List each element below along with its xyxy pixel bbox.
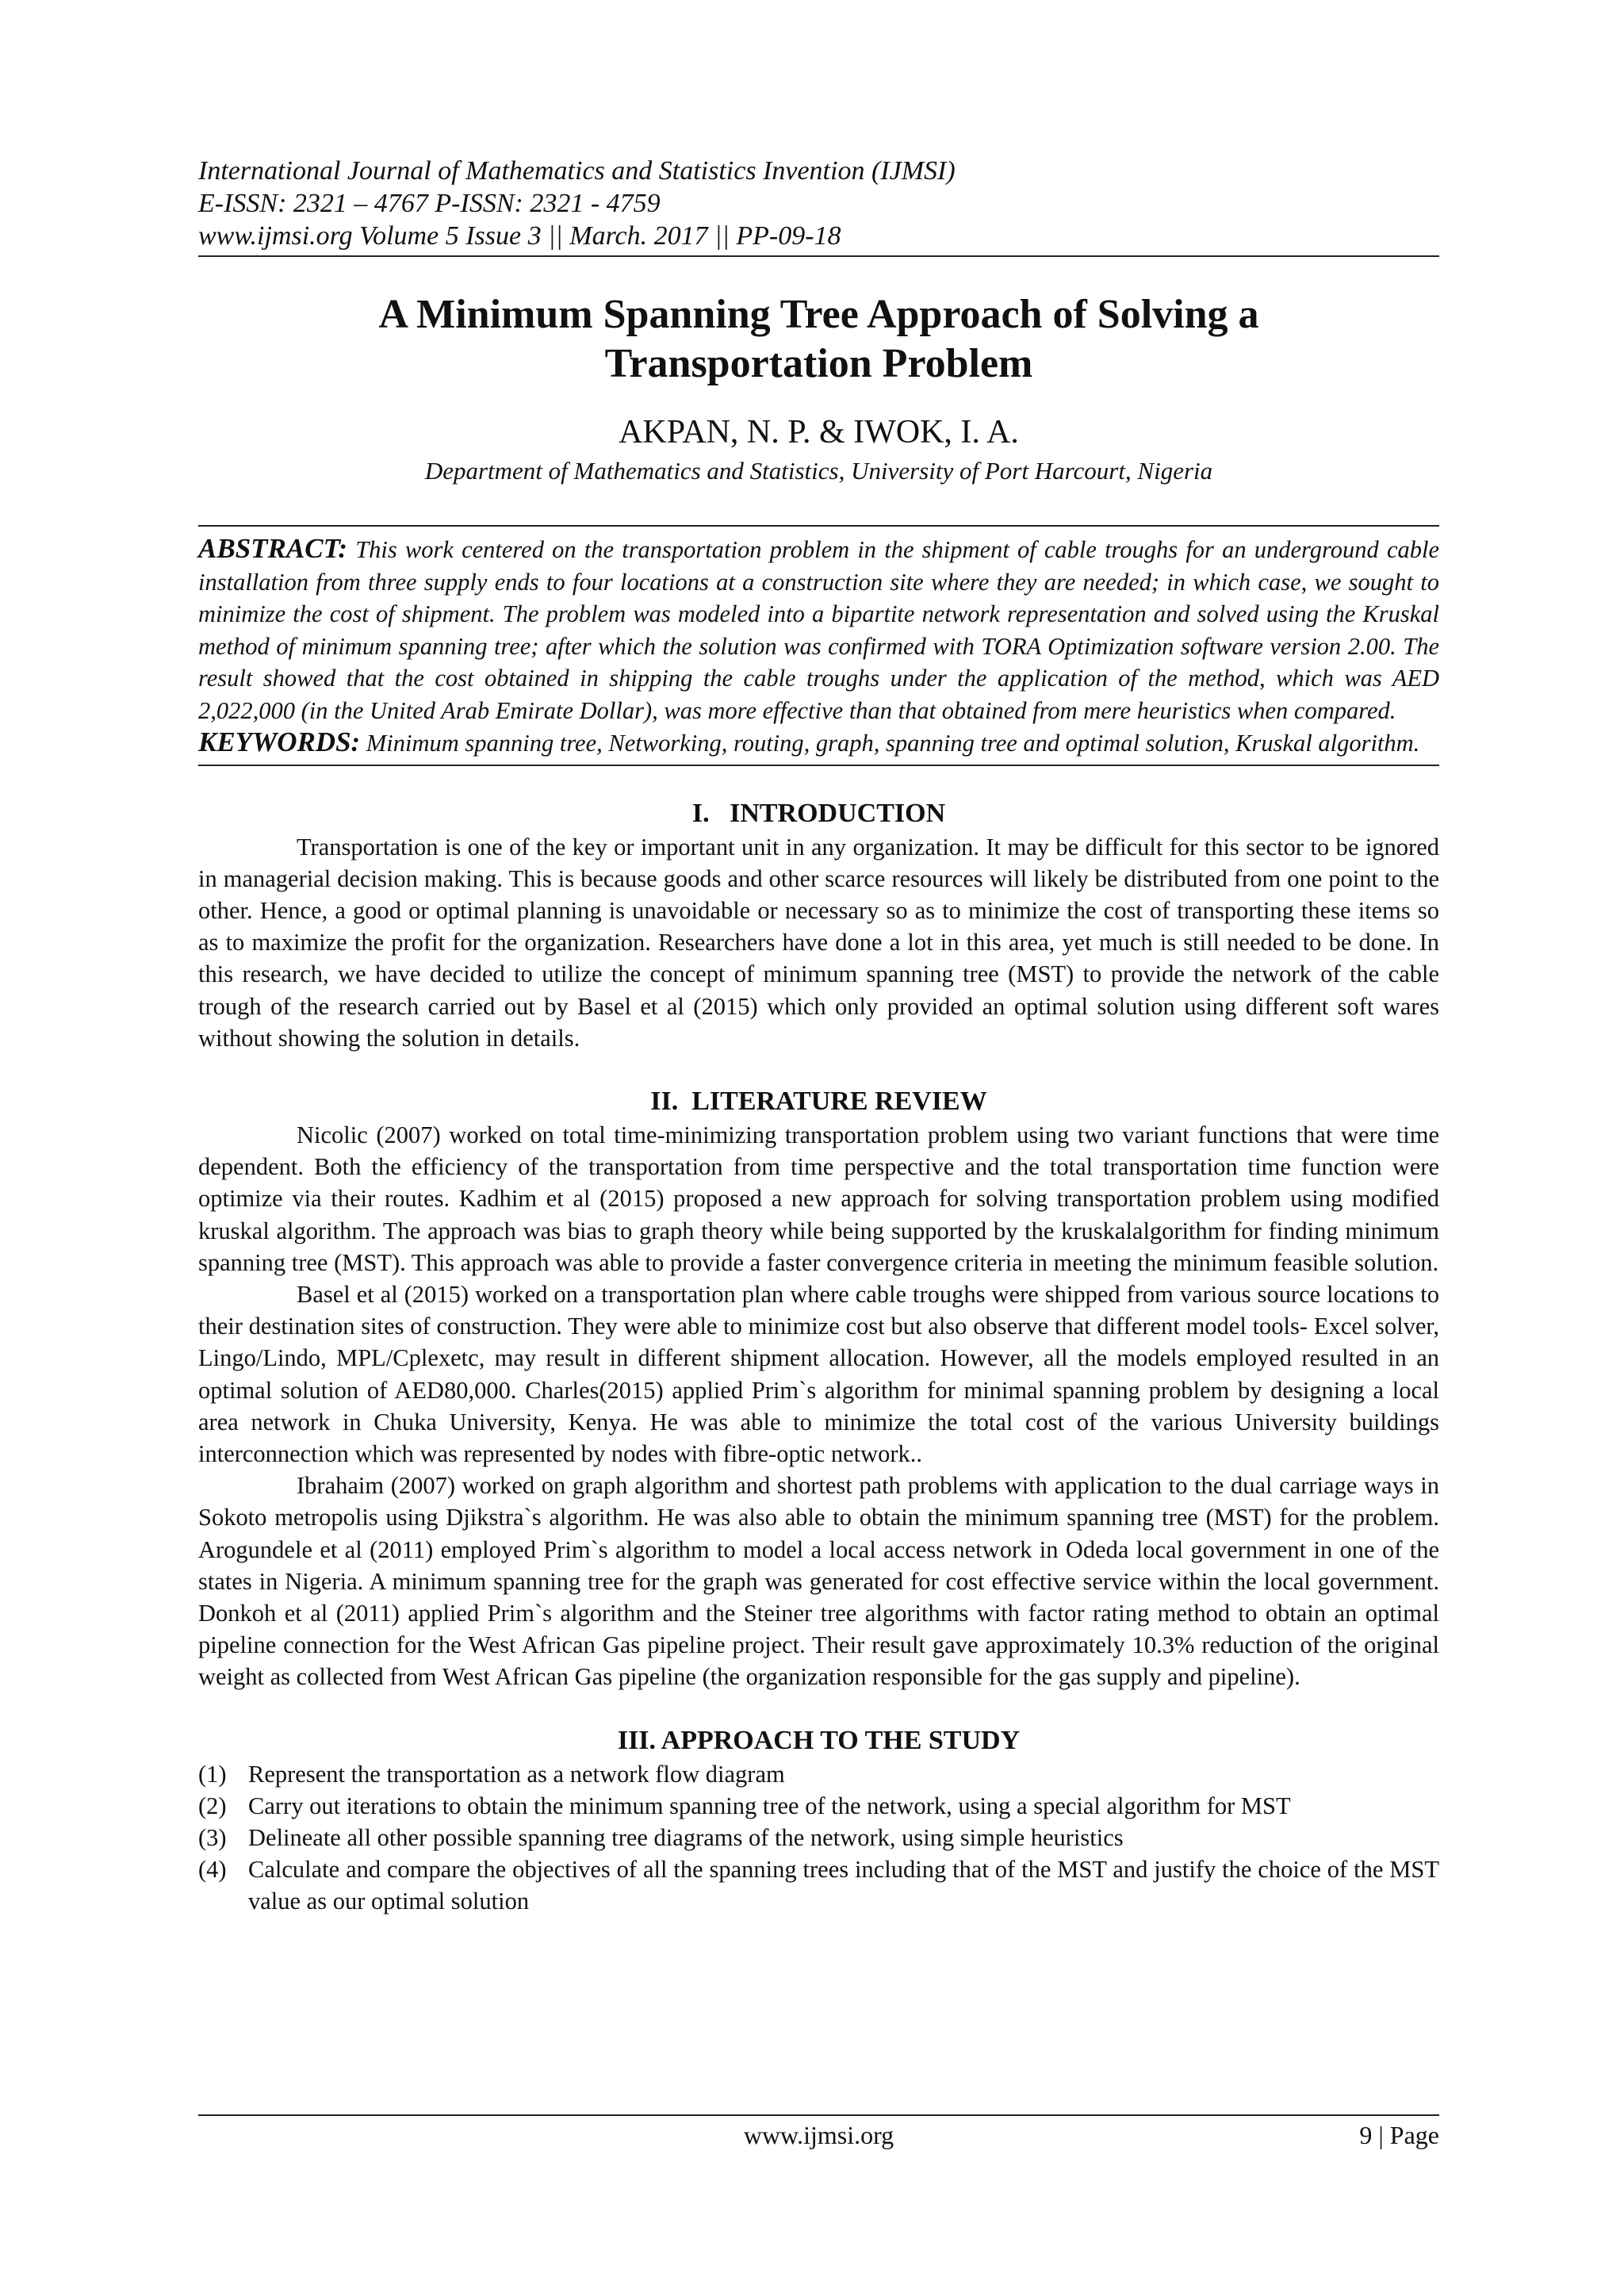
footer-site: www.ijmsi.org — [743, 2121, 894, 2149]
page-number: 9 | Page — [1359, 2121, 1439, 2149]
header-rule — [198, 255, 1439, 257]
title-line-2: Transportation Problem — [604, 341, 1033, 386]
abstract — [198, 533, 1439, 726]
title-line-1: A Minimum Spanning Tree Approach of Solving a — [378, 292, 1259, 337]
section-heading-approach: III. APPROACH TO THE STUDY — [617, 1725, 1021, 1755]
list-text: Represent the transportation as a network flow diagram — [248, 1760, 785, 1788]
list-number: (3) — [198, 1823, 227, 1851]
section-heading-literature-review: II. LITERATURE REVIEW — [650, 1086, 987, 1116]
paragraph: Ibrahaim (2007) worked on graph algorithm and shortest path problems with application to the dual carriage ways in Sokoto metropolis using Djikstra`s algorithm. He was also able to obtain the minimum spanning tree (MST) for the problem. Arogundele et al (2011) employed Prim`s algorithm to model a local access network in Odeda local government in one of the states in Nigeria. A minimum spanning tree for the graph was generated for cost effective service within the local government. Donkoh et al (2011) applied Prim`s algorithm and the Steiner tree algorithms with factor rating method to obtain an optimal pipeline connection for the West African Gas pipeline project. Their result gave approximately 10.3% reduction of the original weight as collected from West African Gas pipeline (the organization responsible for the gas supply and pipeline). — [198, 1472, 1439, 1691]
journal-header — [198, 155, 1439, 252]
abstract-label: ABSTRACT: — [198, 533, 348, 564]
journal-issn: E-ISSN: 2321 – 4767 P-ISSN: 2321 - 4759 — [198, 189, 661, 218]
abstract-text: This work centered on the transportation problem in the shipment of cable troughs for an underground cable installation from three supply ends to four locations at a construction site where they are needed; in which case, we sought to minimize the cost of shipment. The problem was modeled into a bipartite network representation and solved using the Kruskal method of minimum spanning tree; after which the solution was confirmed with TORA Optimization software version 2.00. The result showed that the cost obtained in shipping the cable troughs under the application of the method, which was AED 2,022,000 (in the United Arab Emirate Dollar), was more effective than that obtained from mere heuristics when compared. — [198, 536, 1439, 724]
approach-list — [198, 1758, 1439, 1917]
paper-title — [198, 290, 1439, 389]
list-number: (2) — [198, 1792, 227, 1819]
paragraph: Transportation is one of the key or important unit in any organization. It may be difficult for this sector to be ignored in managerial decision making. This is because goods and other scarce resources will likely be distributed from one point to the other. Hence, a good or optimal planning is unavoidable or necessary so as to minimize the cost of transporting these items so as to maximize the profit for the organization. Researchers have done a lot in this area, yet much is still needed to be done. In this research, we have decided to utilize the concept of minimum spanning tree (MST) to provide the network of the cable trough of the research carried out by Basel et al (2015) which only provided an optimal solution using different soft wares without showing the solution in details. — [198, 833, 1439, 1052]
list-item — [198, 1790, 1439, 1822]
section-heading-introduction: I. INTRODUCTION — [691, 798, 946, 828]
list-text: Carry out iterations to obtain the minimum spanning tree of the network, using a special algorithm for MST — [248, 1792, 1291, 1819]
keywords-label: KEYWORDS: — [198, 726, 361, 757]
paper-body — [198, 798, 1439, 1917]
journal-volume: www.ijmsi.org Volume 5 Issue 3 || March. 2017 || PP-09-18 — [198, 221, 841, 251]
list-item — [198, 1822, 1439, 1853]
journal-name: International Journal of Mathematics and Statistics Invention (IJMSI) — [198, 156, 956, 186]
keywords-text: Minimum spanning tree, Networking, routing, graph, spanning tree and optimal solution, Kruskal algorithm. — [366, 730, 1420, 757]
list-item — [198, 1853, 1439, 1917]
list-text: Calculate and compare the objectives of all the spanning trees including that of the MST and justify the choice of the MST value as our optimal solution — [248, 1855, 1439, 1915]
keywords — [198, 726, 1439, 760]
paragraph: Basel et al (2015) worked on a transportation plan where cable troughs were shipped from various source locations to their destination sites of construction. They were able to minimize cost but also observe that different model tools- Excel solver, Lingo/Lindo, MPL/Cplexetc, may result in different shipment allocation. However, all the models employed resulted in an optimal solution of AED80,000. Charles(2015) applied Prim`s algorithm for minimal spanning problem by designing a local area network in Chuka University, Kenya. He was able to minimize the total cost of the various University buildings interconnection which was represented by nodes with fibre-optic network.. — [198, 1280, 1439, 1467]
authors: AKPAN, N. P. & IWOK, I. A. — [619, 414, 1019, 450]
page-footer — [198, 2114, 1439, 2149]
list-number: (4) — [198, 1855, 227, 1883]
abstract-block — [198, 525, 1439, 766]
paragraph: Nicolic (2007) worked on total time-minimizing transportation problem using two variant functions that were time dependent. Both the efficiency of the transportation from time perspective and the total transportation time function were optimize via their routes. Kadhim et al (2015) proposed a new approach for solving transportation problem using modified kruskal algorithm. The approach was bias to graph theory while being supported by the kruskalalgorithm for finding minimum spanning tree (MST). This approach was able to provide a faster convergence criteria in meeting the minimum feasible solution. — [198, 1121, 1439, 1276]
list-item — [198, 1758, 1439, 1790]
list-text: Delineate all other possible spanning tree diagrams of the network, using simple heuristics — [248, 1823, 1124, 1851]
list-number: (1) — [198, 1760, 227, 1788]
paper-page — [198, 155, 1439, 1917]
affiliation: Department of Mathematics and Statistics, University of Port Harcourt, Nigeria — [424, 457, 1213, 485]
